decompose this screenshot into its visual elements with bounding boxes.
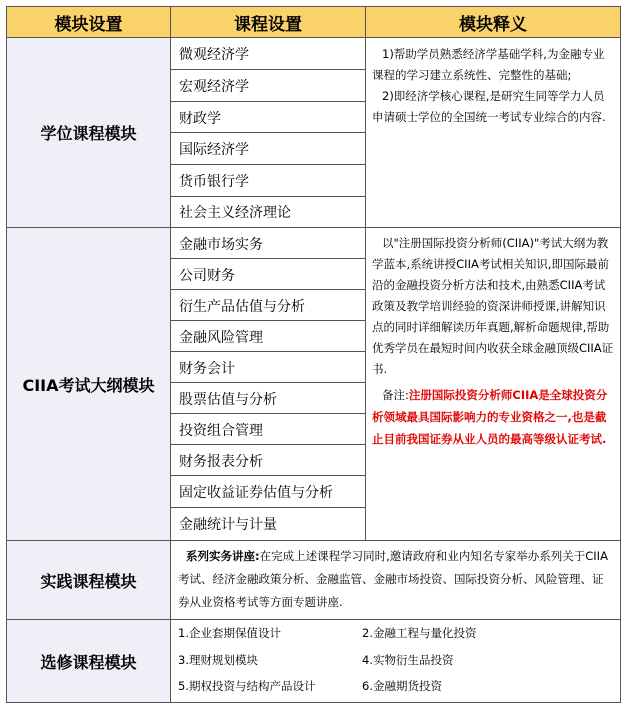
course-item: 货币银行学 bbox=[179, 173, 249, 190]
practice-description bbox=[178, 545, 614, 614]
divider bbox=[171, 196, 365, 197]
divider bbox=[171, 164, 365, 165]
ciia-note-text: 注册国际投资分析师CIIA是全球投资分析领域最具国际影响力的专业资格之一,也是截止目前我国证券从业人员的最高等级认证考试. bbox=[372, 388, 608, 446]
header-course-setting: 课程设置 bbox=[171, 7, 365, 37]
course-item: 微观经济学 bbox=[179, 46, 249, 63]
elective-item: 3.理财规划模块 bbox=[178, 653, 258, 667]
course-item: 财政学 bbox=[179, 110, 221, 127]
course-item: 衍生产品估值与分析 bbox=[179, 298, 305, 315]
divider bbox=[171, 475, 365, 476]
divider bbox=[171, 132, 365, 133]
divider bbox=[7, 540, 621, 541]
divider bbox=[171, 320, 365, 321]
divider bbox=[171, 507, 365, 508]
degree-description bbox=[372, 44, 614, 128]
divider bbox=[365, 7, 366, 540]
header-module-setting: 模块设置 bbox=[7, 7, 170, 37]
elective-item: 2.金融工程与量化投资 bbox=[362, 626, 477, 640]
divider bbox=[170, 7, 171, 703]
practice-desc-text: 在完成上述课程学习同时,邀请政府和业内知名专家举办系列关于CIIA考试、经济金融政策分析、金融监管、金融市场投资、国际投资分析、风险管理、证券从业资格考试等方面专题讲座. bbox=[178, 549, 608, 609]
module-degree: 学位课程模块 bbox=[7, 38, 170, 227]
divider bbox=[7, 619, 621, 620]
degree-desc-p2: 2)即经济学核心课程,是研究生同等学力人员申请硕士学位的全国统一考试专业综合的内容. bbox=[372, 89, 606, 124]
elective-item: 5.期权投资与结构产品设计 bbox=[178, 679, 316, 693]
ciia-description bbox=[372, 233, 615, 450]
course-item: 股票估值与分析 bbox=[179, 391, 277, 408]
divider bbox=[171, 444, 365, 445]
header-module-definition: 模块释义 bbox=[366, 7, 620, 37]
elective-item: 4.实物衍生品投资 bbox=[362, 653, 454, 667]
divider bbox=[171, 258, 365, 259]
course-item: 财务会计 bbox=[179, 360, 235, 377]
divider bbox=[171, 101, 365, 102]
degree-desc-p1: 1)帮助学员熟悉经济学基础学科,为金融专业课程的学习建立系统性、完整性的基础; bbox=[372, 47, 605, 82]
course-item: 公司财务 bbox=[179, 267, 235, 284]
module-elective: 选修课程模块 bbox=[7, 620, 170, 702]
course-item: 固定收益证券估值与分析 bbox=[179, 485, 333, 501]
module-ciia: CIIA考试大纲模块 bbox=[7, 228, 170, 540]
course-item: 国际经济学 bbox=[179, 141, 249, 158]
divider bbox=[171, 289, 365, 290]
divider bbox=[7, 227, 621, 228]
course-item: 宏观经济学 bbox=[179, 78, 249, 95]
ciia-desc-p1: 以"注册国际投资分析师(CIIA)"考试大纲为教学蓝本,系统讲授CIIA考试相关知识,即国际最前沿的金融投资分析方法和技术,由熟悉CIIA考试政策及教学培训经验的资深讲师授课,讲解知识点的同时详细解读历年真题,解析命题规律,帮助优秀学员在最短时间内收获全球金融顶级CIIA证书. bbox=[372, 236, 614, 376]
practice-desc-bold: 系列实务讲座: bbox=[186, 549, 260, 563]
elective-item: 1.企业套期保值设计 bbox=[178, 626, 281, 640]
module-practice: 实践课程模块 bbox=[7, 541, 170, 619]
divider bbox=[171, 351, 365, 352]
course-item: 投资组合管理 bbox=[179, 422, 263, 439]
elective-item: 6.金融期货投资 bbox=[362, 679, 442, 693]
ciia-note bbox=[372, 384, 615, 450]
course-item: 金融风险管理 bbox=[179, 329, 263, 346]
divider bbox=[171, 69, 365, 70]
ciia-note-label: 备注: bbox=[382, 388, 409, 402]
divider bbox=[7, 37, 621, 38]
course-item: 社会主义经济理论 bbox=[179, 205, 291, 221]
course-item: 财务报表分析 bbox=[179, 453, 263, 470]
divider bbox=[171, 413, 365, 414]
divider bbox=[171, 382, 365, 383]
course-item: 金融统计与计量 bbox=[179, 517, 277, 533]
course-item: 金融市场实务 bbox=[179, 236, 263, 253]
